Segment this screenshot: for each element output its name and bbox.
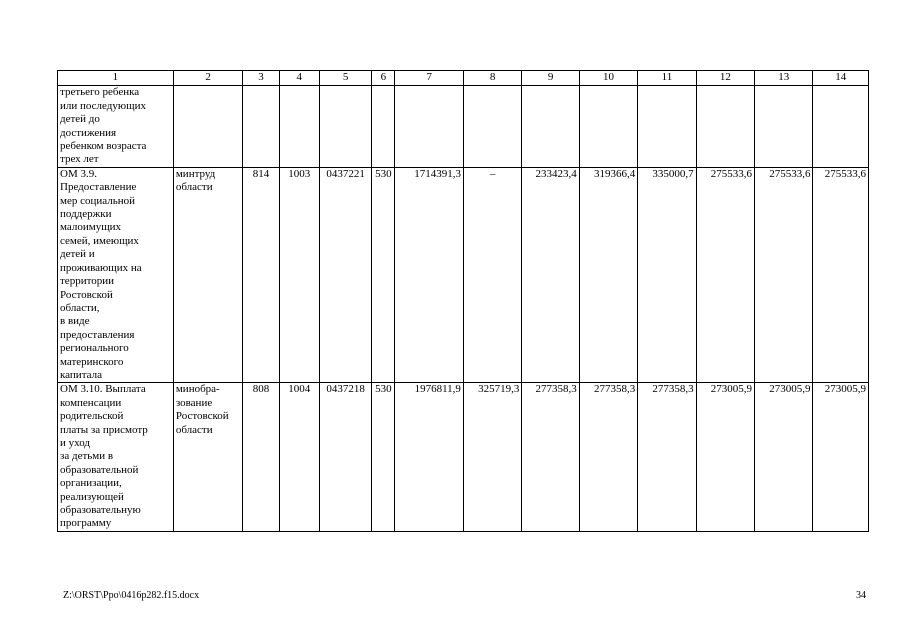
value-cell: 319366,4 xyxy=(579,167,637,383)
value-cell: – xyxy=(463,167,521,383)
value-cell xyxy=(463,86,521,167)
col-header: 7 xyxy=(395,71,464,86)
value-cell: 277358,3 xyxy=(638,383,696,531)
footer-file-path: Z:\ORST\Ppo\0416p282.f15.docx xyxy=(63,590,200,601)
value-cell: 273005,9 xyxy=(696,383,754,531)
rzpr-cell: 1003 xyxy=(279,167,319,383)
measure-name-cell: ОМ 3.10. Выплата компенсации родительской платы за присмотр и уход за детьми в образовательной организации, реализующей образовательную программу xyxy=(58,383,174,531)
table-row xyxy=(58,167,869,383)
value-cell xyxy=(522,86,579,167)
rzpr-cell xyxy=(279,86,319,167)
col-header: 12 xyxy=(696,71,754,86)
col-header: 14 xyxy=(813,71,869,86)
value-cell: 273005,9 xyxy=(813,383,869,531)
value-cell xyxy=(755,86,813,167)
value-cell: 275533,6 xyxy=(813,167,869,383)
table-row xyxy=(58,86,869,167)
csr-cell: 0437218 xyxy=(319,383,371,531)
total-cell: 1976811,9 xyxy=(395,383,464,531)
table-row xyxy=(58,383,869,531)
responsible-cell: минтруд области xyxy=(173,167,243,383)
vr-cell xyxy=(372,86,395,167)
col-header: 13 xyxy=(755,71,813,86)
value-cell: 233423,4 xyxy=(522,167,579,383)
value-cell: 325719,3 xyxy=(463,383,521,531)
col-header: 3 xyxy=(243,71,279,86)
col-header: 11 xyxy=(638,71,696,86)
grbs-cell: 808 xyxy=(243,383,279,531)
col-header: 4 xyxy=(279,71,319,86)
header-row xyxy=(58,71,869,86)
value-cell xyxy=(638,86,696,167)
csr-cell: 0437221 xyxy=(319,167,371,383)
col-header: 9 xyxy=(522,71,579,86)
value-cell: 273005,9 xyxy=(755,383,813,531)
value-cell: 277358,3 xyxy=(522,383,579,531)
total-cell xyxy=(395,86,464,167)
col-header: 5 xyxy=(319,71,371,86)
grbs-cell: 814 xyxy=(243,167,279,383)
responsible-cell: минобра- зование Ростовской области xyxy=(173,383,243,531)
vr-cell: 530 xyxy=(372,383,395,531)
value-cell: 277358,3 xyxy=(579,383,637,531)
csr-cell xyxy=(319,86,371,167)
program-table xyxy=(57,70,869,532)
page-number: 34 xyxy=(856,590,866,601)
measure-name-cell: третьего ребенка или последующих детей до достижения ребенком возраста трех лет xyxy=(58,86,174,167)
value-cell: 275533,6 xyxy=(755,167,813,383)
total-cell: 1714391,3 xyxy=(395,167,464,383)
col-header: 8 xyxy=(463,71,521,86)
col-header: 1 xyxy=(58,71,174,86)
col-header: 10 xyxy=(579,71,637,86)
col-header: 6 xyxy=(372,71,395,86)
vr-cell: 530 xyxy=(372,167,395,383)
measure-name-cell: ОМ 3.9. Предоставление мер социальной поддержки малоимущих семей, имеющих детей и проживающих на территории Ростовской области, в виде предоставления регионального материнского капитала xyxy=(58,167,174,383)
col-header: 2 xyxy=(173,71,243,86)
value-cell: 335000,7 xyxy=(638,167,696,383)
grbs-cell xyxy=(243,86,279,167)
value-cell xyxy=(579,86,637,167)
responsible-cell xyxy=(173,86,243,167)
rzpr-cell: 1004 xyxy=(279,383,319,531)
value-cell xyxy=(813,86,869,167)
value-cell: 275533,6 xyxy=(696,167,754,383)
value-cell xyxy=(696,86,754,167)
